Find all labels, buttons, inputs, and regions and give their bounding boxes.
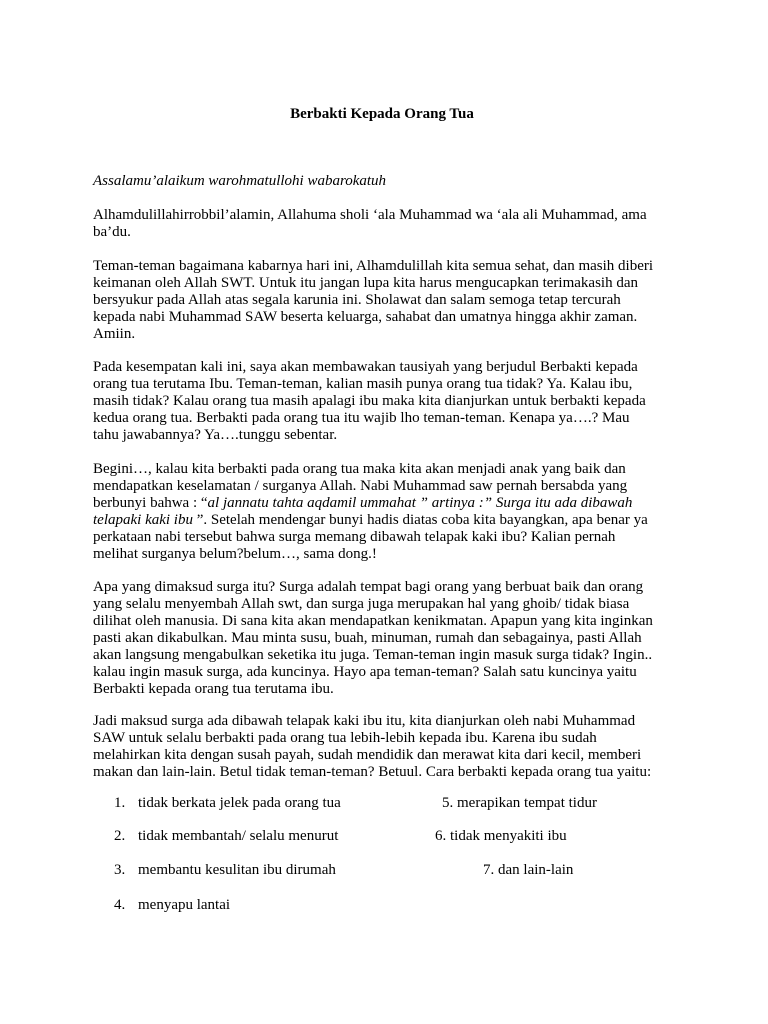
list-item <box>93 897 683 914</box>
text-line: Jadi maksud surga ada dibawah telapak kaki ibu itu, kita dianjurkan oleh nabi Muhammad <box>93 713 636 729</box>
text-line: Begini…, kalau kita berbakti pada orang tua maka kita akan menjadi anak yang baik dan <box>93 461 626 477</box>
list-text: tidak membantah/ selalu menurut <box>138 828 339 844</box>
list-item <box>93 828 683 845</box>
text-line: makan dan lain-lain. Betul tidak teman-teman? Betuul. Cara berbakti kepada orang tua yaitu: <box>93 764 652 780</box>
text-line: pasti akan dikabulkan. Mau minta susu, buah, minuman, rumah dan sebagainya, pasti Allah <box>93 630 642 646</box>
paragraph-hadith <box>93 461 683 563</box>
list-text: menyapu lantai <box>138 897 231 913</box>
text-line: Alhamdulillahirrobbil’alamin, Allahuma sholi ‘ala Muhammad wa ‘ala ali Muhammad, ama <box>93 207 647 223</box>
hadith-quote: al jannatu tahta aqdamil ummahat ” artinya :” Surga itu ada dibawah <box>207 495 633 511</box>
paragraph-conclusion <box>93 713 683 781</box>
list-text: tidak berkata jelek pada orang tua <box>138 795 341 811</box>
text-line: mendapatkan keselamatan / surganya Allah. Nabi Muhammad saw pernah bersabda yang <box>93 478 628 494</box>
paragraph-opening <box>93 207 683 241</box>
greeting-line: Assalamu’alaikum warohmatullohi wabarokatuh <box>93 173 387 189</box>
list-number: 4. <box>114 897 126 913</box>
text-line: tahu jawabannya? Ya….tunggu sebentar. <box>93 427 338 443</box>
list-item <box>93 862 683 879</box>
list-text: membantu kesulitan ibu dirumah <box>138 862 336 878</box>
list-number: 3. <box>114 862 126 878</box>
text-line: akan langsung mengabulkan seketika itu juga. Teman-teman ingin masuk surga tidak? Ingin.. <box>93 647 653 663</box>
list-item-right: 7. dan lain-lain <box>483 862 574 878</box>
paragraph-greeting <box>93 258 683 343</box>
text-line: melihat surganya belum?belum…, sama dong.! <box>93 546 377 562</box>
text-line: Teman-teman bagaimana kabarnya hari ini, Alhamdulillah kita semua sehat, dan masih diberi <box>93 258 654 274</box>
text-line: ”. Setelah mendengar bunyi hadis diatas coba kita bayangkan, apa benar ya <box>192 512 648 528</box>
text-line: perkataan nabi tersebut bahwa surga memang dibawah telapak kaki ibu? Kalian pernah <box>93 529 616 545</box>
text-line: masih tidak? Kalau orang tua masih apalagi ibu maka kita dianjurkan untuk berbakti kepada <box>93 393 646 409</box>
list-item-right: 6. tidak menyakiti ibu <box>435 828 567 844</box>
list-number: 2. <box>114 828 126 844</box>
text-line: kalau ingin masuk surga, ada kuncinya. Hayo apa teman-teman? Salah satu kuncinya yaitu <box>93 664 637 680</box>
text-line: Apa yang dimaksud surga itu? Surga adalah tempat bagi orang yang berbuat baik dan orang <box>93 579 644 595</box>
hadith-quote-end: telapaki kaki ibu <box>93 512 193 528</box>
text-line: yang selalu menyembah Allah swt, dan surga juga merupakan hal yang ghoib/ tidak biasa <box>93 596 630 612</box>
text-line: kedua orang tua. Berbakti pada orang tua itu wajib lho teman-teman. Kenapa ya….? Mau <box>93 410 630 426</box>
paragraph-introduction <box>93 359 683 444</box>
text-line: ba’du. <box>93 224 131 240</box>
text-line: Berbakti kepada orang tua terutama ibu. <box>93 681 334 697</box>
text-line: keimanan oleh Allah SWT. Untuk itu jangan lupa kita harus mengucapkan terimakasih dan <box>93 275 638 291</box>
list-number: 1. <box>114 795 126 811</box>
paragraph-surga <box>93 579 683 698</box>
list-item-right: 5. merapikan tempat tidur <box>442 795 597 811</box>
text-line: melahirkan kita dengan susah payah, sudah mendidik dan merawat kita dari kecil, memberi <box>93 747 642 763</box>
document-title: Berbakti Kepada Orang Tua <box>290 106 474 122</box>
text-line: Amiin. <box>93 326 136 342</box>
text-line: dilihat oleh manusia. Di sana kita akan mendapatkan kenikmatan. Apapun yang kita inginkan <box>93 613 653 629</box>
text-line: Pada kesempatan kali ini, saya akan membawakan tausiyah yang berjudul Berbakti kepada <box>93 359 638 375</box>
text-line: bersyukur pada Allah atas segala karunia ini. Sholawat dan salam semoga tetap tercurah <box>93 292 621 308</box>
text-line: berbunyi bahwa : “ <box>93 495 208 511</box>
text-line: SAW untuk selalu berbakti pada orang tua lebih-lebih kepada ibu. Karena ibu sudah <box>93 730 597 746</box>
text-line: kepada nabi Muhammad SAW beserta keluarga, sahabat dan umatnya hingga akhir zaman. <box>93 309 638 325</box>
text-line: orang tua terutama Ibu. Teman-teman, kalian masih punya orang tua tidak? Ya. Kalau ibu, <box>93 376 633 392</box>
